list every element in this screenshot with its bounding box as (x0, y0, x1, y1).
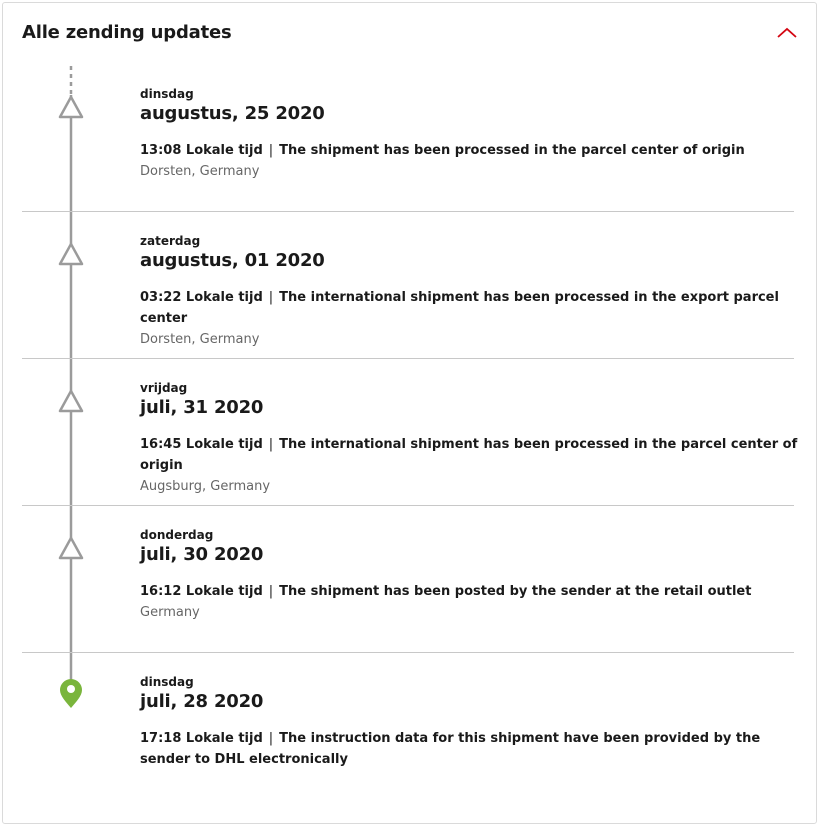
event-description: The shipment has been processed in the parcel center of origin (279, 143, 745, 158)
event-time: 17:18 Lokale tijd (140, 731, 263, 746)
event-weekday: dinsdag (140, 675, 194, 689)
event-time: 13:08 Lokale tijd (140, 143, 263, 158)
event-item (0, 358, 819, 505)
event-date: augustus, 25 2020 (140, 103, 325, 124)
event-time: 03:22 Lokale tijd (140, 290, 263, 305)
event-weekday: donderdag (140, 528, 214, 542)
event-detail (140, 728, 799, 770)
event-detail (140, 287, 799, 329)
event-separator: | (268, 290, 274, 305)
event-item (0, 211, 819, 358)
event-weekday: zaterdag (140, 234, 201, 248)
event-description: The instruction data for this shipment have been provided by the sender to DHL electronically (140, 731, 761, 767)
event-text (140, 86, 799, 182)
event-item (0, 505, 819, 652)
event-text (140, 380, 799, 497)
event-text (140, 674, 799, 770)
event-detail (140, 140, 799, 161)
event-description: The international shipment has been processed in the parcel center of origin (140, 437, 798, 473)
event-separator: | (268, 584, 274, 599)
event-date: juli, 31 2020 (140, 397, 264, 418)
event-detail (140, 434, 799, 476)
event-weekday: dinsdag (140, 87, 194, 101)
event-description: The international shipment has been processed in the export parcel center (140, 290, 779, 326)
event-date: juli, 30 2020 (140, 544, 264, 565)
event-text (140, 233, 799, 350)
event-separator: | (268, 731, 274, 746)
event-text (140, 527, 799, 623)
event-weekday: vrijdag (140, 381, 188, 395)
event-date: juli, 28 2020 (140, 691, 264, 712)
event-location: Dorsten, Germany (140, 332, 260, 347)
event-location: Germany (140, 605, 200, 620)
event-time: 16:45 Lokale tijd (140, 437, 263, 452)
card-title: Alle zending updates (22, 22, 232, 43)
event-location: Dorsten, Germany (140, 164, 260, 179)
event-item (0, 64, 819, 211)
event-item (0, 652, 819, 799)
event-separator: | (268, 143, 274, 158)
event-detail (140, 581, 799, 602)
event-separator: | (268, 437, 274, 452)
event-date: augustus, 01 2020 (140, 250, 325, 271)
event-time: 16:12 Lokale tijd (140, 584, 263, 599)
event-location: Augsburg, Germany (140, 479, 271, 494)
event-description: The shipment has been posted by the sender at the retail outlet (279, 584, 752, 599)
